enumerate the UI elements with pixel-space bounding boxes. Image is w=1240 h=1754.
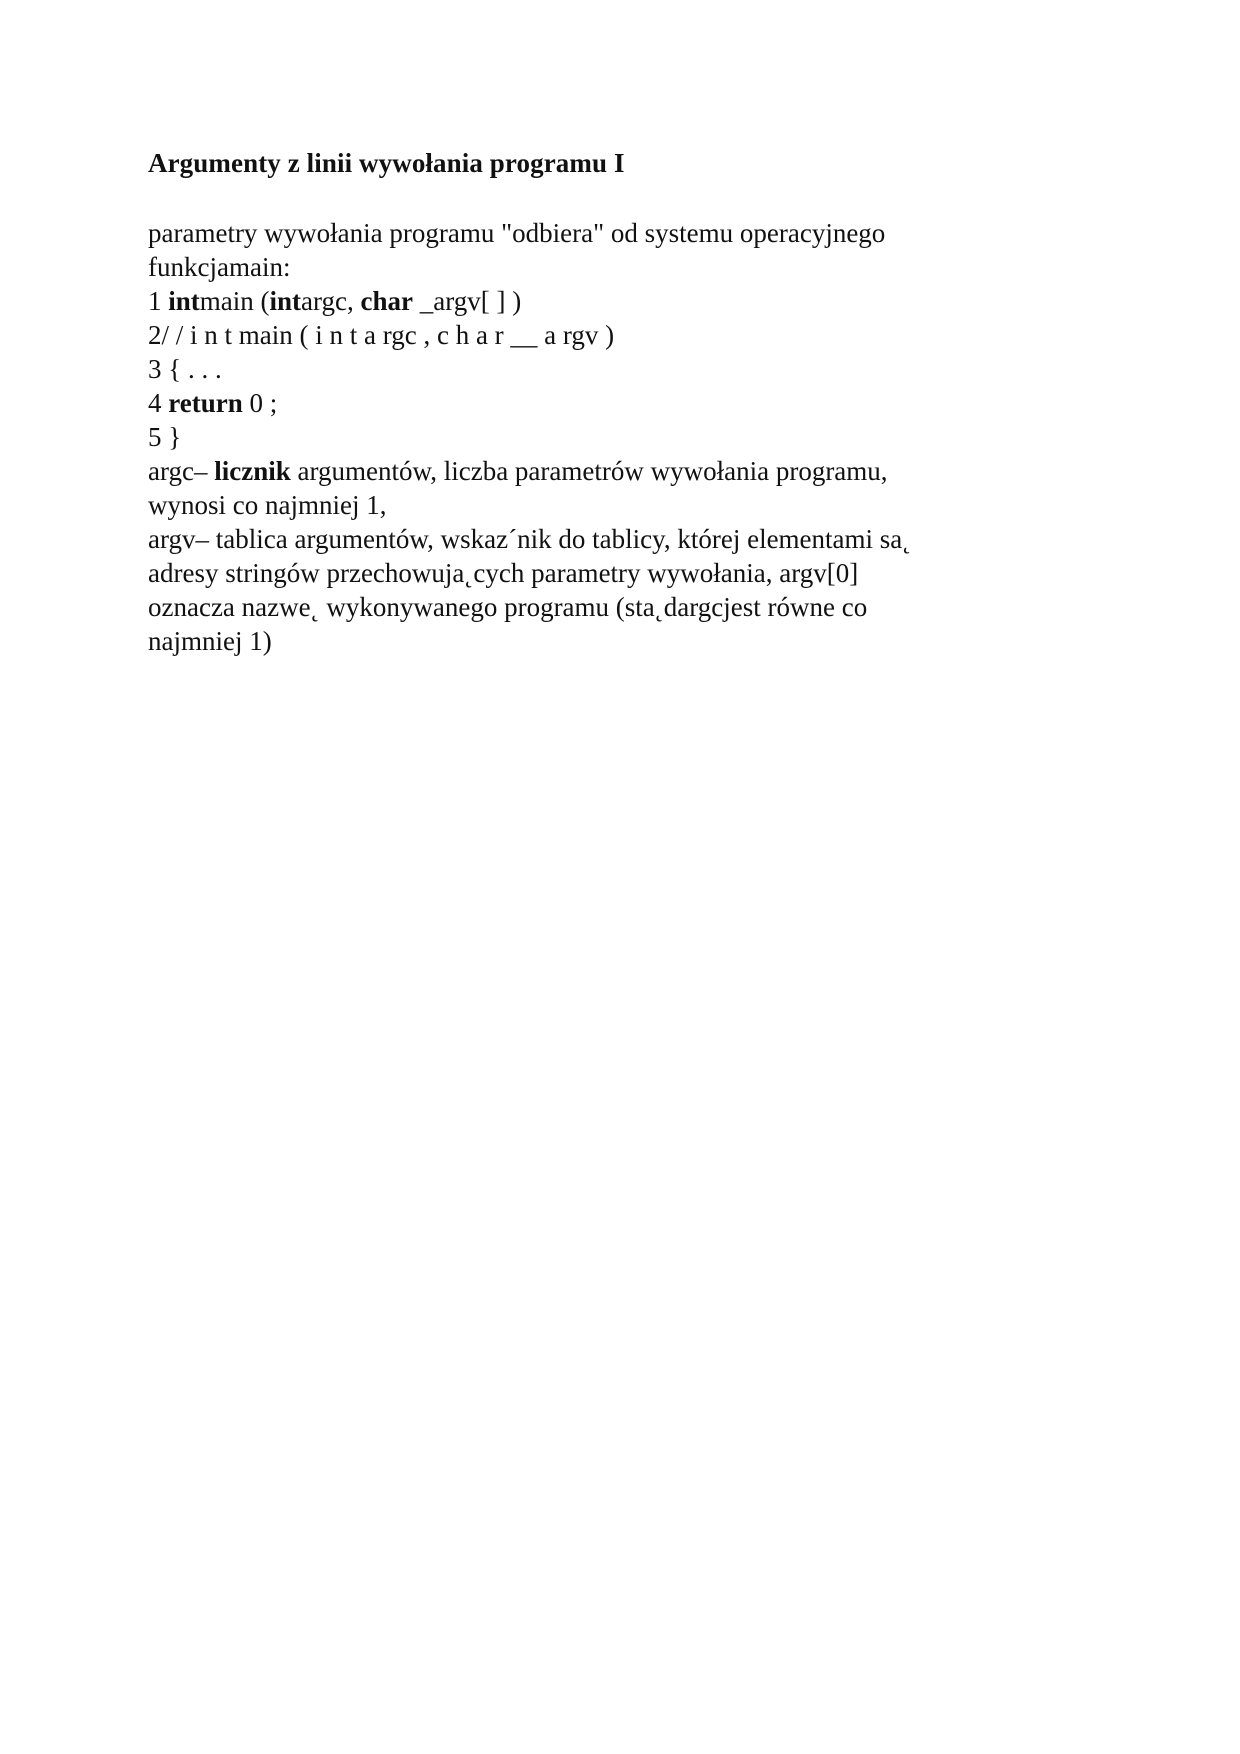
argv-description-text: – tablica argumentów, wskaz´nik do tablicy, której elementami sa˛ (195, 524, 912, 554)
line-number: 5 (148, 422, 162, 452)
argv-description-line-4: najmniej 1) (148, 626, 272, 656)
dash: – (193, 456, 215, 486)
keyword-int: int (269, 286, 302, 316)
keyword-return: return (168, 388, 243, 418)
code-line-2 (148, 318, 911, 352)
line-number: 1 (148, 286, 162, 316)
document-title: Argumenty z linii wywołania programu I (148, 148, 625, 178)
code-line-3 (148, 352, 911, 386)
code-text: { . . . (168, 354, 222, 384)
line-number: 4 (148, 388, 162, 418)
keyword-int: int (168, 286, 200, 316)
argc-term: argc (148, 456, 194, 486)
argv-description-line-1 (148, 522, 911, 556)
code-comment: / / i n t main ( i n t a rgc , c h a r __ a rgv ) (161, 320, 615, 350)
code-text: 0 ; (242, 388, 278, 418)
licznik-word: licznik (214, 456, 291, 486)
code-line-5 (148, 420, 911, 454)
intro-line-1: parametry wywołania programu "odbiera" od systemu operacyjnego (148, 218, 886, 248)
argc-description-text: argumentów, liczba parametrów wywołania programu, (290, 456, 888, 486)
code-line-1 (148, 284, 911, 318)
code-line-4 (148, 386, 911, 420)
code-text: _argv[ ] ) (412, 286, 522, 316)
intro-line-2: funkcjamain: (148, 252, 291, 282)
argv-description-line-3: oznacza nazwe˛ wykonywanego programu (sta˛dargcjest równe co (148, 592, 868, 622)
code-text: argc, (301, 286, 361, 316)
code-text: main ( (199, 286, 270, 316)
argc-description-line-2: wynosi co najmniej 1, (148, 490, 387, 520)
document-body (148, 216, 911, 658)
argv-description-line-2: adresy stringów przechowuja˛cych parametry wywołania, argv[0] (148, 558, 859, 588)
code-text: } (168, 422, 182, 452)
line-number: 3 (148, 354, 162, 384)
line-number: 2 (148, 320, 162, 350)
argv-term: argv (148, 524, 196, 554)
keyword-char: char (360, 286, 413, 316)
argc-description-line-1 (148, 454, 911, 488)
